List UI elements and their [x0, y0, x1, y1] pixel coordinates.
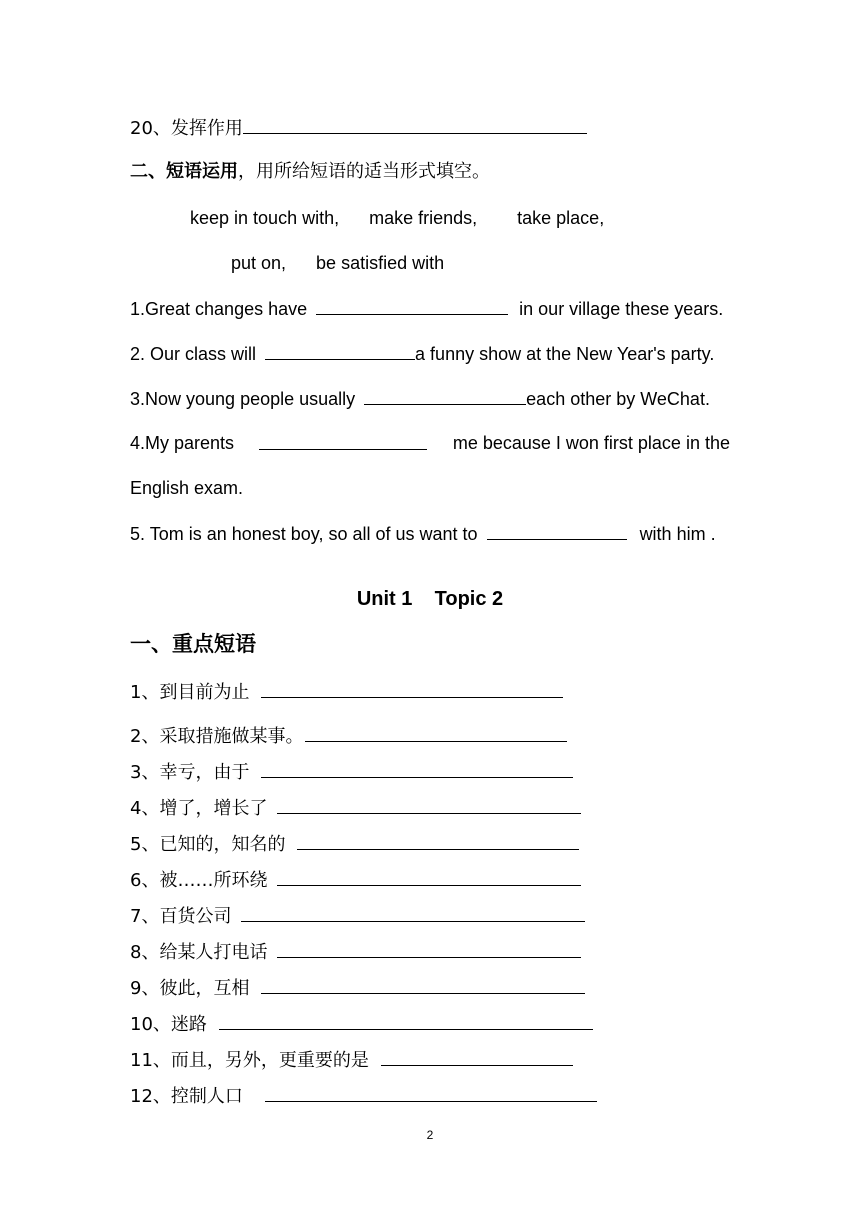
phrase-item: [130, 1011, 593, 1037]
phrase-bank-row-1: [190, 206, 604, 230]
question-4-text: 4.My parents: [130, 433, 235, 453]
phrase-be-satisfied-with: be satisfied with: [316, 253, 445, 273]
phrase-item: [130, 679, 563, 705]
phrase-item: [130, 867, 581, 893]
question-5: [130, 521, 716, 546]
question-3-text: 3.Now young people usually: [130, 389, 356, 409]
phrase-item: [130, 795, 581, 821]
page-number: 2: [426, 1128, 434, 1142]
answer-blank[interactable]: [277, 939, 581, 958]
section-2-heading-bold: 二、短语运用: [130, 161, 238, 182]
phrase-item-label: 3、幸亏，由于: [130, 762, 250, 783]
answer-blank[interactable]: [259, 431, 427, 450]
answer-blank[interactable]: [261, 975, 585, 994]
phrase-item-label: 10、迷路: [130, 1014, 207, 1035]
phrase-item-label: 6、被……所环绕: [130, 870, 268, 891]
answer-blank[interactable]: [277, 867, 581, 886]
question-4-text-cont: English exam.: [130, 478, 244, 498]
answer-blank[interactable]: [297, 831, 579, 850]
answer-blank[interactable]: [243, 115, 587, 134]
answer-blank[interactable]: [265, 341, 415, 360]
item-20-label: 20、发挥作用: [130, 118, 243, 139]
phrase-item: [130, 903, 585, 929]
question-1-text-after: in our village these years.: [519, 299, 724, 319]
phrase-item-label: 8、给某人打电话: [130, 942, 268, 963]
item-20: [130, 115, 587, 141]
answer-blank[interactable]: [364, 386, 526, 405]
phrase-keep-in-touch: keep in touch with,: [190, 208, 340, 228]
section-1-heading: 一、重点短语: [130, 632, 256, 656]
phrase-item: [130, 975, 585, 1001]
answer-blank[interactable]: [241, 903, 585, 922]
phrase-item: [130, 723, 567, 749]
phrase-item-label: 4、增了，增长了: [130, 798, 268, 819]
section-2-heading-instructions: ，用所给短语的适当形式填空。: [238, 161, 490, 182]
phrase-item: [130, 1047, 573, 1073]
phrase-item-label: 7、百货公司: [130, 906, 232, 927]
question-2: [130, 341, 714, 366]
question-4-continued: [130, 476, 243, 500]
phrase-make-friends: make friends,: [369, 208, 478, 228]
answer-blank[interactable]: [265, 1083, 597, 1102]
phrase-bank-row-2: [231, 251, 444, 275]
phrase-item-label: 1、到目前为止: [130, 682, 250, 703]
question-3: [130, 386, 710, 411]
phrase-item-label: 5、已知的，知名的: [130, 834, 286, 855]
phrase-item-label: 9、彼此，互相: [130, 978, 250, 999]
phrase-item: [130, 939, 581, 965]
phrase-item-label: 2、采取措施做某事。: [130, 726, 304, 747]
answer-blank[interactable]: [487, 521, 627, 540]
answer-blank[interactable]: [316, 296, 508, 315]
answer-blank[interactable]: [381, 1047, 573, 1066]
question-5-text: 5. Tom is an honest boy, so all of us want to: [130, 524, 478, 544]
answer-blank[interactable]: [305, 723, 567, 742]
question-1: [130, 296, 723, 321]
question-3-text-after: each other by WeChat.: [526, 389, 710, 409]
question-2-text-after: a funny show at the New Year's party.: [415, 344, 715, 364]
question-2-text: 2. Our class will: [130, 344, 257, 364]
answer-blank[interactable]: [219, 1011, 593, 1030]
question-4: [130, 431, 730, 455]
phrase-item: [130, 831, 579, 857]
unit-title: Unit 1 Topic 2: [356, 588, 504, 610]
question-1-text: 1.Great changes have: [130, 299, 308, 319]
question-4-text-after: me because I won first place in the: [452, 433, 730, 453]
phrase-put-on: put on,: [231, 253, 287, 273]
phrase-take-place: take place,: [517, 208, 605, 228]
phrase-item: [130, 1083, 597, 1109]
answer-blank[interactable]: [261, 679, 563, 698]
answer-blank[interactable]: [261, 759, 573, 778]
answer-blank[interactable]: [277, 795, 581, 814]
question-5-text-after: with him .: [639, 524, 716, 544]
section-2-heading: [130, 160, 490, 184]
phrase-item-label: 11、而且，另外，更重要的是: [130, 1050, 369, 1071]
phrase-item-label: 12、控制人口: [130, 1086, 243, 1107]
phrase-item: [130, 759, 573, 785]
